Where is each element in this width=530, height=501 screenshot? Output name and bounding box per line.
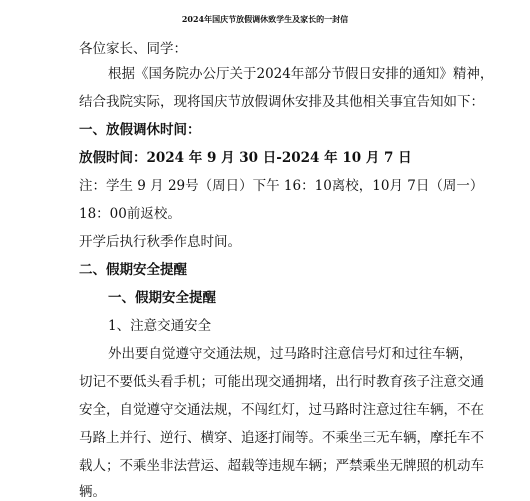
traffic-paragraph-line-6: 辆。 [79, 484, 106, 500]
traffic-paragraph-line-1: 外出要自觉遵守交通法规，过马路时注意信号灯和过往车辆， [108, 346, 473, 362]
section-1-heading: 一、放假调休时间： [79, 122, 201, 138]
note-line-2: 18：00前返校。 [79, 206, 181, 222]
traffic-paragraph-line-5: 载人；不乘坐非法营运、超载等违规车辆；严禁乘坐无牌照的机动车 [79, 458, 484, 474]
schedule-note: 开学后执行秋季作息时间。 [79, 234, 241, 250]
subsection-heading: 一、假期安全提醒 [108, 290, 216, 306]
holiday-period: 放假时间：2024 年 9 月 30 日-2024 年 10 月 7 日 [79, 150, 412, 166]
intro-paragraph-line-1: 根据《国务院办公厅关于2024年部分节假日安排的通知》精神， [108, 66, 494, 82]
traffic-paragraph-line-4: 马路上并行、逆行、横穿、追逐打闹等。不乘坐三无车辆，摩托车不 [79, 430, 484, 446]
salutation: 各位家长、同学： [79, 41, 187, 57]
item-1-heading: 1、注意交通安全 [108, 318, 212, 334]
intro-paragraph-line-2: 结合我院实际，现将国庆节放假调休安排及其他相关事宜告知如下： [79, 94, 484, 110]
section-2-heading: 二、假期安全提醒 [79, 262, 187, 278]
traffic-paragraph-line-2: 切记不要低头看手机；可能出现交通拥堵，出行时教育孩子注意交通 [79, 374, 484, 390]
note-line-1: 注：学生 9 月 29号（周日）下午 16：10离校，10月 7日（周一） [79, 178, 484, 194]
traffic-paragraph-line-3: 安全，自觉遵守交通法规，不闯红灯，过马路时注意过往车辆，不在 [79, 402, 484, 418]
document-title: 2024年国庆节放假调休致学生及家长的一封信 [181, 14, 349, 24]
